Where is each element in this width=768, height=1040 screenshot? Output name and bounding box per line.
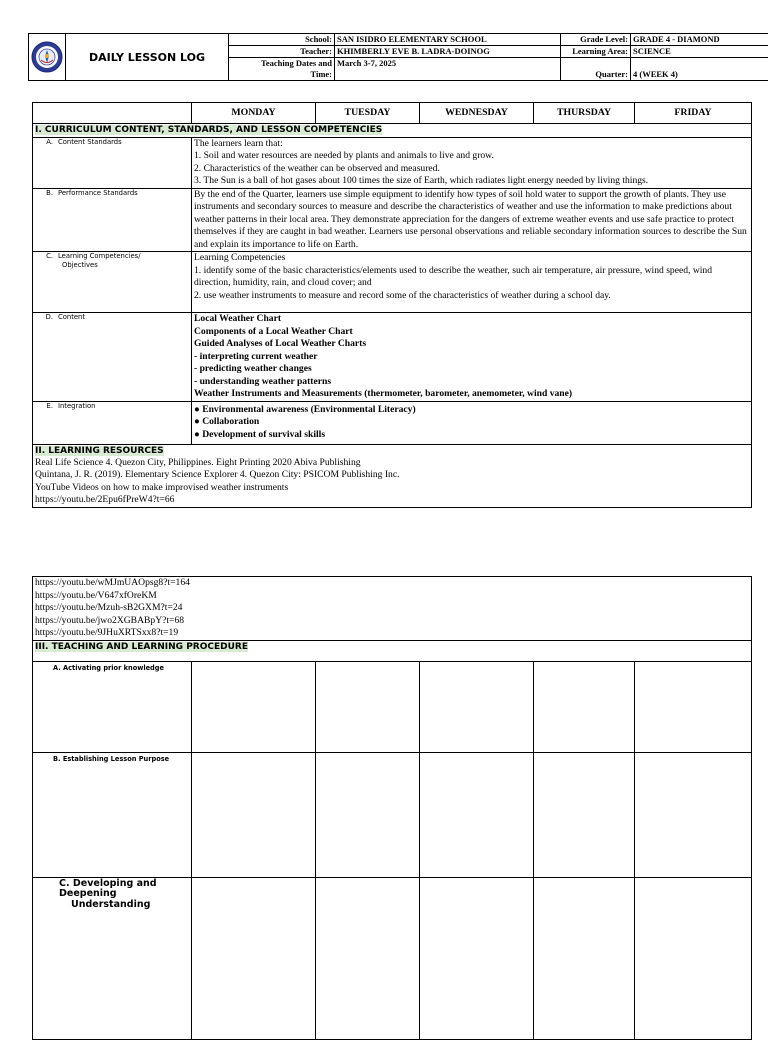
day-header-wednesday: WEDNESDAY (420, 103, 534, 124)
corner-cell (33, 103, 192, 124)
section-curriculum-heading (33, 124, 752, 138)
establishing-purpose-label: B. Establishing Lesson Purpose (33, 752, 192, 877)
friday-cell-c[interactable] (635, 877, 752, 1039)
section-procedure-heading (33, 640, 752, 661)
thursday-cell-c[interactable] (534, 877, 635, 1039)
resource-link[interactable]: https://youtu.be/jwo2XGBABpY?t=68 (35, 615, 749, 628)
header-table (28, 33, 768, 81)
competencies-text: Learning Competencies 1. identify some of the basic characteristics/elements used to describe the weather, such air temperature, air pressure, wind speed, wind direction, humidity, rain, and cloud cover; and 2. use weather instruments to measure and record some of the characteristics of weather during a school day. (192, 252, 752, 313)
resource-line: Quintana, J. R. (2019). Elementary Science Explorer 4. Quezon City: PSICOM Publishing Inc. (35, 469, 749, 482)
day-header-monday: MONDAY (192, 103, 316, 124)
performance-standards-text: By the end of the Quarter, learners use simple equipment to identify how types of soil hold water to support the growth of plants. They use instruments and secondary sources to measure and describe the characteristics of weather and use the information to make predictions about weather patterns in their local area. They demonstrate appreciation for the dangers of extreme weather events and use safe practice to protect themselves if they are caught in bad weather. Learners use personal observations and reliable secondary information sources to describe the Sun and explain its importance to life on Earth. (192, 188, 752, 252)
tuesday-cell-b[interactable] (316, 752, 420, 877)
content-text: Local Weather Chart Components of a Local Weather Chart Guided Analyses of Local Weather Charts - interpreting current weather - predicting weather changes - understanding weather patterns Weather Instruments and Measurements (thermometer, barometer, anemometer, wind vane) (192, 313, 752, 402)
resource-link[interactable]: https://youtu.be/V647xfOreKM (35, 590, 749, 603)
procedure-table (32, 576, 752, 1040)
school-label: School: (229, 34, 335, 46)
monday-cell-b[interactable] (192, 752, 316, 877)
area-value: SCIENCE (631, 46, 768, 58)
section-curriculum-title: I. CURRICULUM CONTENT, STANDARDS, AND LESSON COMPETENCIES (35, 125, 382, 135)
monday-cell-c[interactable] (192, 877, 316, 1039)
content-standards-text: The learners learn that: 1. Soil and water resources are needed by plants and animals to live and grow. 2. Characteristics of the weather can be observed and measured. 3. The Sun is a ball of hot gases about 100 times the size of Earth, which radiates light energy needed by living things. (192, 137, 752, 188)
time-label: Time: (229, 69, 335, 81)
integration-text: ● Environmental awareness (Environmental Literacy) ● Collaboration ● Development of survival skills (192, 401, 752, 444)
grade-value: GRADE 4 - DIAMOND (631, 34, 768, 46)
quarter-value: 4 (WEEK 4) (631, 58, 768, 81)
school-value: SAN ISIDRO ELEMENTARY SCHOOL (335, 34, 561, 46)
learning-resources-cell (33, 444, 752, 507)
thursday-cell-a[interactable] (534, 661, 635, 752)
resource-line: YouTube Videos on how to make improvised weather instruments (35, 482, 749, 495)
area-label: Learning Area: (561, 46, 631, 58)
integration-label: E. Integration (33, 401, 192, 444)
resource-link[interactable]: https://youtu.be/2Epu6fPreW4?t=66 (35, 494, 749, 507)
quarter-label: Quarter: (561, 58, 631, 81)
resource-link[interactable]: https://youtu.be/9JHuXRTSxx8?t=19 (35, 627, 749, 640)
tuesday-cell-a[interactable] (316, 661, 420, 752)
teacher-label: Teacher: (229, 46, 335, 58)
grade-label: Grade Level: (561, 34, 631, 46)
wednesday-cell-a[interactable] (420, 661, 534, 752)
page-title: DAILY LESSON LOG (66, 34, 229, 81)
competencies-label: C. Learning Competencies/ Objectives (33, 252, 192, 313)
deped-seal-icon (31, 41, 63, 73)
day-header-thursday: THURSDAY (534, 103, 635, 124)
resource-link[interactable]: https://youtu.be/wMJmUAOpsg8?t=164 (35, 577, 749, 590)
day-header-friday: FRIDAY (635, 103, 752, 124)
tuesday-cell-c[interactable] (316, 877, 420, 1039)
day-header-tuesday: TUESDAY (316, 103, 420, 124)
dates-value: March 3-7, 2025 (335, 58, 561, 81)
monday-cell-a[interactable] (192, 661, 316, 752)
friday-cell-b[interactable] (635, 752, 752, 877)
wednesday-cell-c[interactable] (420, 877, 534, 1039)
resource-line: Real Life Science 4. Quezon City, Philippines. Eight Printing 2020 Abiva Publishing (35, 457, 749, 470)
section-procedure-title: III. TEACHING AND LEARNING PROCEDURE (35, 642, 248, 652)
dates-label: Teaching Dates and (229, 58, 335, 70)
content-standards-label: A. Content Standards (33, 137, 192, 188)
activating-prior-knowledge-label: A. Activating prior knowledge (33, 661, 192, 752)
friday-cell-a[interactable] (635, 661, 752, 752)
wednesday-cell-b[interactable] (420, 752, 534, 877)
developing-understanding-label: C. Developing and Deepening Understanding (33, 877, 192, 1039)
resource-links-cell (33, 577, 752, 641)
resource-link[interactable]: https://youtu.be/Mzuh-sB2GXM?t=24 (35, 602, 749, 615)
lesson-log-table (32, 102, 752, 508)
deped-seal-cell (29, 34, 66, 81)
teacher-value: KHIMBERLY EVE B. LADRA-DOINOG (335, 46, 561, 58)
content-label: D. Content (33, 313, 192, 402)
performance-standards-label: B. Performance Standards (33, 188, 192, 252)
section-resources-title: II. LEARNING RESOURCES (35, 446, 164, 456)
thursday-cell-b[interactable] (534, 752, 635, 877)
